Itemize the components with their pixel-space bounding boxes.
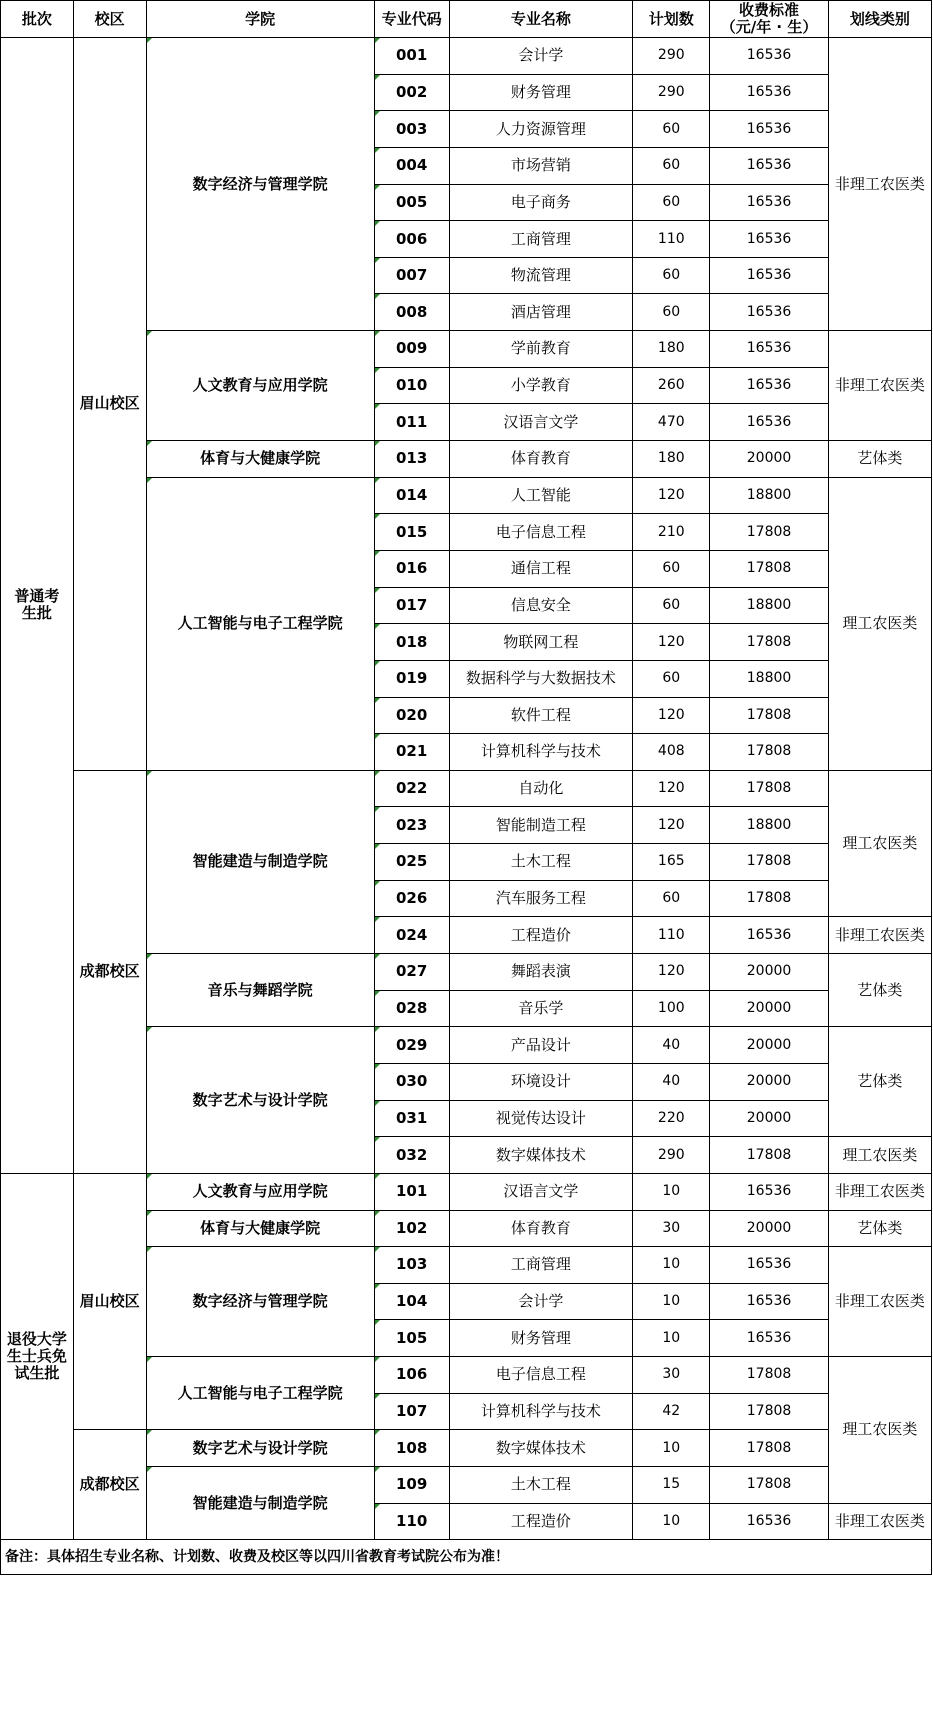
major-code: 028 — [374, 990, 449, 1027]
major-name: 视觉传达设计 — [449, 1100, 633, 1137]
tuition-fee: 17808 — [710, 1393, 828, 1430]
major-code: 108 — [374, 1430, 449, 1467]
plan-count: 290 — [633, 38, 710, 75]
category-cell: 非理工农医类 — [828, 917, 931, 954]
major-name: 土木工程 — [449, 1466, 633, 1503]
table-row — [1, 770, 932, 807]
plan-count: 120 — [633, 954, 710, 991]
header-plan: 计划数 — [633, 1, 710, 38]
plan-count: 180 — [633, 331, 710, 368]
major-name: 计算机科学与技术 — [449, 1393, 633, 1430]
plan-count: 110 — [633, 221, 710, 258]
tuition-fee: 20000 — [710, 1210, 828, 1247]
tuition-fee: 18800 — [710, 660, 828, 697]
batch-cell — [1, 1173, 74, 1539]
major-code: 103 — [374, 1247, 449, 1284]
plan-count: 40 — [633, 1063, 710, 1100]
major-code: 016 — [374, 550, 449, 587]
tuition-fee: 16536 — [710, 1173, 828, 1210]
major-name: 会计学 — [449, 38, 633, 75]
batch-cell — [1, 38, 74, 1174]
category-cell: 理工农医类 — [828, 1137, 931, 1174]
major-code: 022 — [374, 770, 449, 807]
major-code: 027 — [374, 954, 449, 991]
tuition-fee: 17808 — [710, 880, 828, 917]
header-category: 划线类别 — [828, 1, 931, 38]
plan-count: 180 — [633, 441, 710, 478]
plan-count: 110 — [633, 917, 710, 954]
plan-count: 100 — [633, 990, 710, 1027]
tuition-fee: 16536 — [710, 1503, 828, 1540]
tuition-fee: 18800 — [710, 477, 828, 514]
plan-count: 120 — [633, 624, 710, 661]
major-code: 102 — [374, 1210, 449, 1247]
major-name: 电子信息工程 — [449, 1357, 633, 1394]
tuition-fee: 16536 — [710, 404, 828, 441]
major-name: 市场营销 — [449, 147, 633, 184]
major-code: 029 — [374, 1027, 449, 1064]
major-code: 105 — [374, 1320, 449, 1357]
college-cell: 人文教育与应用学院 — [146, 331, 374, 441]
major-name: 电子商务 — [449, 184, 633, 221]
tuition-fee: 17808 — [710, 1137, 828, 1174]
header-row — [1, 1, 932, 38]
plan-count: 290 — [633, 1137, 710, 1174]
plan-count: 60 — [633, 587, 710, 624]
plan-count: 470 — [633, 404, 710, 441]
plan-count: 30 — [633, 1357, 710, 1394]
major-code: 017 — [374, 587, 449, 624]
major-code: 020 — [374, 697, 449, 734]
tuition-fee: 20000 — [710, 990, 828, 1027]
college-cell: 体育与大健康学院 — [146, 441, 374, 478]
major-name: 环境设计 — [449, 1063, 633, 1100]
major-name: 计算机科学与技术 — [449, 734, 633, 771]
plan-count: 120 — [633, 477, 710, 514]
plan-count: 60 — [633, 184, 710, 221]
tuition-fee: 20000 — [710, 1027, 828, 1064]
major-code: 109 — [374, 1466, 449, 1503]
major-name: 工商管理 — [449, 221, 633, 258]
major-name: 汉语言文学 — [449, 404, 633, 441]
major-name: 工程造价 — [449, 1503, 633, 1540]
college-cell: 数字经济与管理学院 — [146, 38, 374, 331]
header-fee-line1: 收费标准 — [739, 1, 800, 19]
college-cell: 智能建造与制造学院 — [146, 770, 374, 953]
major-code: 026 — [374, 880, 449, 917]
campus-cell: 成都校区 — [73, 770, 146, 1173]
header-major: 专业名称 — [449, 1, 633, 38]
plan-count: 60 — [633, 550, 710, 587]
header-fee-line2: （元/年 · 生） — [720, 18, 818, 36]
major-code: 025 — [374, 844, 449, 881]
tuition-fee: 16536 — [710, 1283, 828, 1320]
tuition-fee: 16536 — [710, 1320, 828, 1357]
major-name: 数字媒体技术 — [449, 1137, 633, 1174]
major-name: 酒店管理 — [449, 294, 633, 331]
table-row — [1, 1173, 932, 1210]
major-code: 001 — [374, 38, 449, 75]
major-name: 物流管理 — [449, 257, 633, 294]
batch-line: 生批 — [21, 604, 52, 623]
major-code: 010 — [374, 367, 449, 404]
category-cell: 非理工农医类 — [828, 38, 931, 331]
major-code: 014 — [374, 477, 449, 514]
table-row — [1, 1430, 932, 1467]
major-code: 021 — [374, 734, 449, 771]
tuition-fee: 17808 — [710, 1430, 828, 1467]
major-name: 信息安全 — [449, 587, 633, 624]
header-campus: 校区 — [73, 1, 146, 38]
campus-cell: 眉山校区 — [73, 1173, 146, 1429]
major-code: 009 — [374, 331, 449, 368]
tuition-fee: 20000 — [710, 1100, 828, 1137]
tuition-fee: 16536 — [710, 294, 828, 331]
tuition-fee: 16536 — [710, 331, 828, 368]
plan-count: 260 — [633, 367, 710, 404]
tuition-fee: 17808 — [710, 770, 828, 807]
tuition-fee: 18800 — [710, 807, 828, 844]
major-code: 024 — [374, 917, 449, 954]
major-code: 006 — [374, 221, 449, 258]
major-name: 物联网工程 — [449, 624, 633, 661]
plan-count: 165 — [633, 844, 710, 881]
major-code: 104 — [374, 1283, 449, 1320]
tuition-fee: 16536 — [710, 367, 828, 404]
major-name: 汽车服务工程 — [449, 880, 633, 917]
major-code: 019 — [374, 660, 449, 697]
tuition-fee: 17808 — [710, 514, 828, 551]
major-name: 工程造价 — [449, 917, 633, 954]
tuition-fee: 16536 — [710, 147, 828, 184]
major-name: 音乐学 — [449, 990, 633, 1027]
category-cell: 理工农医类 — [828, 770, 931, 917]
major-name: 体育教育 — [449, 1210, 633, 1247]
major-code: 023 — [374, 807, 449, 844]
major-name: 财务管理 — [449, 1320, 633, 1357]
college-cell: 人工智能与电子工程学院 — [146, 477, 374, 770]
plan-count: 120 — [633, 807, 710, 844]
category-cell: 非理工农医类 — [828, 1173, 931, 1210]
college-cell: 数字经济与管理学院 — [146, 1247, 374, 1357]
plan-count: 120 — [633, 770, 710, 807]
plan-count: 10 — [633, 1503, 710, 1540]
college-cell: 人工智能与电子工程学院 — [146, 1357, 374, 1430]
major-name: 小学教育 — [449, 367, 633, 404]
tuition-fee: 20000 — [710, 1063, 828, 1100]
tuition-fee: 17808 — [710, 1466, 828, 1503]
tuition-fee: 16536 — [710, 1247, 828, 1284]
tuition-fee: 17808 — [710, 1357, 828, 1394]
major-name: 工商管理 — [449, 1247, 633, 1284]
plan-count: 15 — [633, 1466, 710, 1503]
plan-count: 60 — [633, 880, 710, 917]
major-code: 004 — [374, 147, 449, 184]
plan-count: 60 — [633, 257, 710, 294]
category-cell: 理工农医类 — [828, 1357, 931, 1504]
tuition-fee: 16536 — [710, 74, 828, 111]
college-cell: 人文教育与应用学院 — [146, 1173, 374, 1210]
college-cell: 音乐与舞蹈学院 — [146, 954, 374, 1027]
major-name: 汉语言文学 — [449, 1173, 633, 1210]
major-name: 通信工程 — [449, 550, 633, 587]
major-name: 会计学 — [449, 1283, 633, 1320]
plan-count: 10 — [633, 1430, 710, 1467]
major-name: 财务管理 — [449, 74, 633, 111]
header-fee — [710, 1, 828, 38]
major-name: 舞蹈表演 — [449, 954, 633, 991]
tuition-fee: 17808 — [710, 734, 828, 771]
header-code: 专业代码 — [374, 1, 449, 38]
tuition-fee: 17808 — [710, 550, 828, 587]
major-code: 032 — [374, 1137, 449, 1174]
plan-count: 40 — [633, 1027, 710, 1064]
major-name: 数字媒体技术 — [449, 1430, 633, 1467]
college-cell: 智能建造与制造学院 — [146, 1466, 374, 1539]
plan-count: 290 — [633, 74, 710, 111]
plan-count: 220 — [633, 1100, 710, 1137]
tuition-fee: 16536 — [710, 38, 828, 75]
category-cell: 艺体类 — [828, 1210, 931, 1247]
plan-count: 30 — [633, 1210, 710, 1247]
tuition-fee: 16536 — [710, 111, 828, 148]
plan-count: 10 — [633, 1320, 710, 1357]
category-cell: 艺体类 — [828, 441, 931, 478]
tuition-fee: 17808 — [710, 844, 828, 881]
plan-count: 120 — [633, 697, 710, 734]
major-name: 土木工程 — [449, 844, 633, 881]
tuition-fee: 16536 — [710, 917, 828, 954]
plan-count: 10 — [633, 1283, 710, 1320]
major-code: 007 — [374, 257, 449, 294]
campus-cell: 眉山校区 — [73, 38, 146, 771]
major-code: 005 — [374, 184, 449, 221]
tuition-fee: 16536 — [710, 184, 828, 221]
plan-count: 60 — [633, 294, 710, 331]
major-name: 数据科学与大数据技术 — [449, 660, 633, 697]
note-row — [1, 1540, 932, 1575]
batch-line: 生士兵免 — [6, 1347, 67, 1366]
batch-line: 试生批 — [14, 1364, 60, 1383]
major-name: 体育教育 — [449, 441, 633, 478]
major-code: 002 — [374, 74, 449, 111]
category-cell: 艺体类 — [828, 1027, 931, 1137]
major-code: 107 — [374, 1393, 449, 1430]
plan-count: 60 — [633, 147, 710, 184]
major-name: 人工智能 — [449, 477, 633, 514]
plan-count: 10 — [633, 1247, 710, 1284]
major-code: 003 — [374, 111, 449, 148]
plan-count: 10 — [633, 1173, 710, 1210]
tuition-fee: 18800 — [710, 587, 828, 624]
college-cell: 数字艺术与设计学院 — [146, 1430, 374, 1467]
major-name: 自动化 — [449, 770, 633, 807]
major-name: 人力资源管理 — [449, 111, 633, 148]
table-row — [1, 38, 932, 75]
tuition-fee: 16536 — [710, 257, 828, 294]
major-code: 013 — [374, 441, 449, 478]
plan-count: 60 — [633, 111, 710, 148]
category-cell: 理工农医类 — [828, 477, 931, 770]
category-cell: 艺体类 — [828, 954, 931, 1027]
tuition-fee: 20000 — [710, 441, 828, 478]
tuition-fee: 20000 — [710, 954, 828, 991]
tuition-fee: 16536 — [710, 221, 828, 258]
header-batch: 批次 — [1, 1, 74, 38]
plan-count: 42 — [633, 1393, 710, 1430]
batch-line: 普通考 — [14, 587, 60, 606]
major-code: 008 — [374, 294, 449, 331]
major-code: 015 — [374, 514, 449, 551]
campus-cell: 成都校区 — [73, 1430, 146, 1540]
category-cell: 非理工农医类 — [828, 1247, 931, 1357]
plan-count: 60 — [633, 660, 710, 697]
major-code: 018 — [374, 624, 449, 661]
major-code: 101 — [374, 1173, 449, 1210]
major-code: 110 — [374, 1503, 449, 1540]
batch-line: 退役大学 — [6, 1330, 67, 1349]
major-code: 106 — [374, 1357, 449, 1394]
tuition-fee: 17808 — [710, 624, 828, 661]
major-name: 软件工程 — [449, 697, 633, 734]
major-name: 智能制造工程 — [449, 807, 633, 844]
category-cell: 非理工农医类 — [828, 331, 931, 441]
college-cell: 体育与大健康学院 — [146, 1210, 374, 1247]
major-name: 产品设计 — [449, 1027, 633, 1064]
major-name: 电子信息工程 — [449, 514, 633, 551]
plan-count: 408 — [633, 734, 710, 771]
footnote: 备注：具体招生专业名称、计划数、收费及校区等以四川省教育考试院公布为准！ — [1, 1540, 932, 1575]
college-cell: 数字艺术与设计学院 — [146, 1027, 374, 1174]
plan-count: 210 — [633, 514, 710, 551]
header-college: 学院 — [146, 1, 374, 38]
category-cell: 非理工农医类 — [828, 1503, 931, 1540]
major-code: 011 — [374, 404, 449, 441]
major-code: 031 — [374, 1100, 449, 1137]
major-name: 学前教育 — [449, 331, 633, 368]
tuition-fee: 17808 — [710, 697, 828, 734]
major-code: 030 — [374, 1063, 449, 1100]
